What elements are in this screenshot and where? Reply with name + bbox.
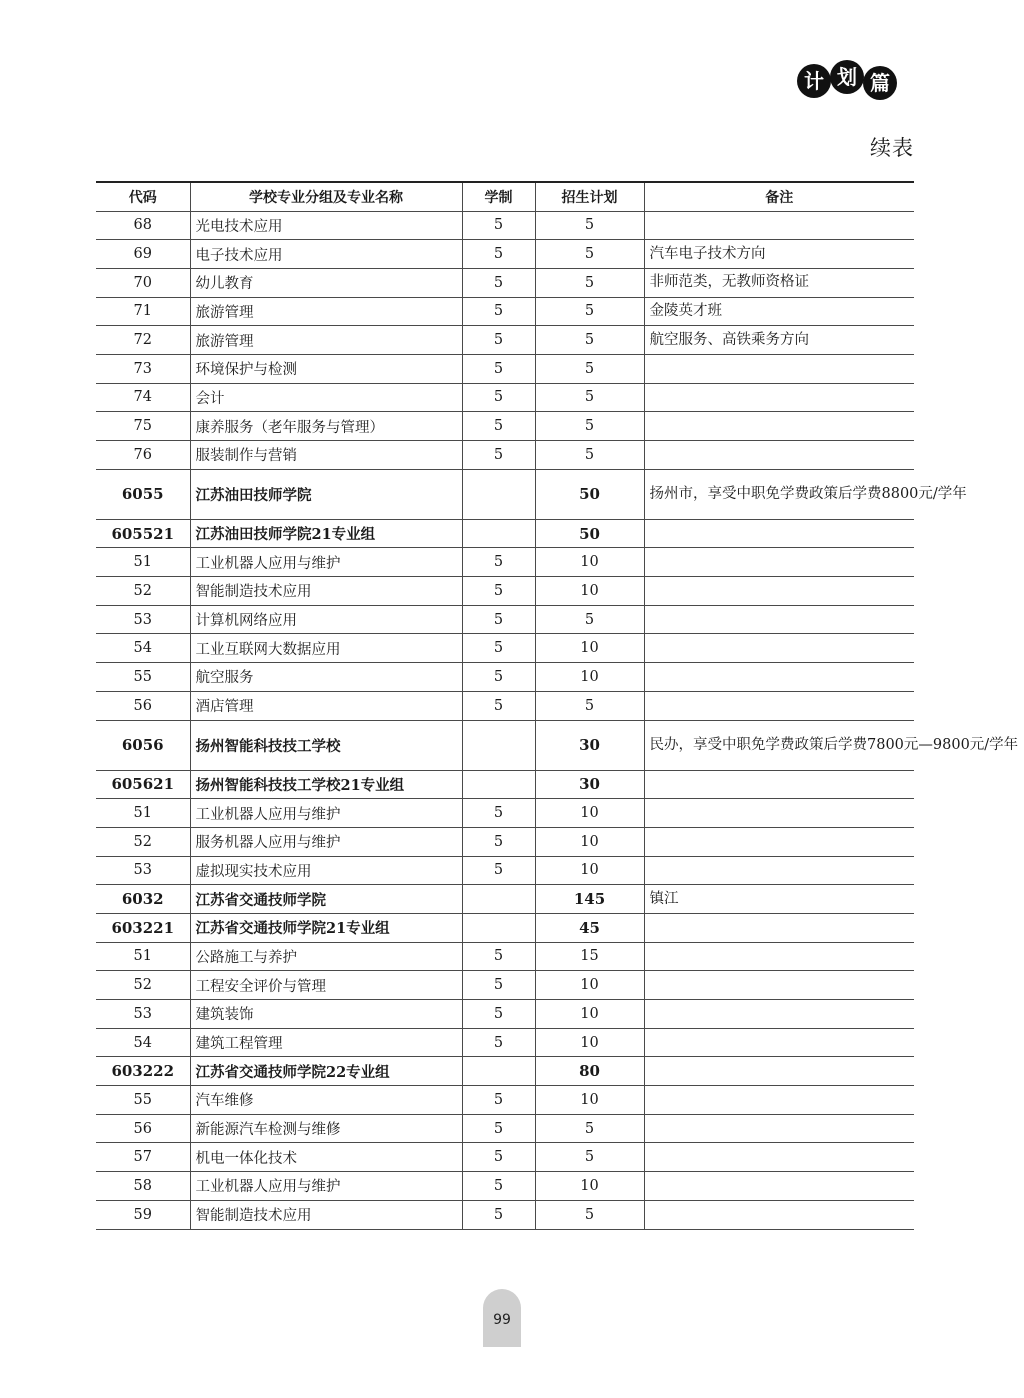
cell-years: 5	[462, 1200, 535, 1229]
cell-code: 51	[96, 548, 190, 577]
cell-note	[644, 634, 914, 663]
cell-note	[644, 577, 914, 606]
cell-plan: 30	[535, 720, 644, 770]
cell-note	[644, 548, 914, 577]
cell-name: 江苏省交通技师学院	[190, 885, 462, 914]
cell-name: 会计	[190, 383, 462, 412]
cell-note	[644, 1172, 914, 1201]
cell-plan: 5	[535, 1114, 644, 1143]
cell-note	[644, 1000, 914, 1029]
cell-years: 5	[462, 856, 535, 885]
cell-code: 605521	[96, 519, 190, 548]
cell-code: 75	[96, 412, 190, 441]
cell-note: 非师范类，无教师资格证	[644, 268, 914, 297]
cell-plan: 10	[535, 548, 644, 577]
cell-note: 镇江	[644, 885, 914, 914]
cell-name: 公路施工与养护	[190, 942, 462, 971]
cell-years: 5	[462, 799, 535, 828]
table-row	[96, 240, 914, 269]
cell-name: 工业互联网大数据应用	[190, 634, 462, 663]
cell-code: 70	[96, 268, 190, 297]
table-row	[96, 663, 914, 692]
cell-plan: 5	[535, 268, 644, 297]
table-row	[96, 942, 914, 971]
cell-years: 5	[462, 268, 535, 297]
table-header-row	[96, 182, 914, 211]
cell-note: 民办，享受中职免学费政策后学费7800元—9800元/学年	[644, 720, 914, 770]
cell-code: 69	[96, 240, 190, 269]
cell-plan: 10	[535, 1172, 644, 1201]
table-row	[96, 548, 914, 577]
cell-note	[644, 1114, 914, 1143]
column-header-plan: 招生计划	[535, 182, 644, 211]
cell-plan: 5	[535, 326, 644, 355]
page-number: 99	[483, 1289, 521, 1347]
cell-years: 5	[462, 1172, 535, 1201]
cell-code: 68	[96, 211, 190, 240]
cell-code: 71	[96, 297, 190, 326]
cell-name: 建筑装饰	[190, 1000, 462, 1029]
cell-years: 5	[462, 827, 535, 856]
cell-note	[644, 1143, 914, 1172]
cell-name: 电子技术应用	[190, 240, 462, 269]
table-row	[96, 1114, 914, 1143]
cell-name: 工业机器人应用与维护	[190, 1172, 462, 1201]
cell-note	[644, 971, 914, 1000]
table-row	[96, 827, 914, 856]
cell-code: 52	[96, 971, 190, 1000]
cell-note	[644, 663, 914, 692]
cell-code: 603221	[96, 913, 190, 942]
cell-name: 扬州智能科技技工学校	[190, 720, 462, 770]
cell-name: 服务机器人应用与维护	[190, 827, 462, 856]
cell-plan: 10	[535, 799, 644, 828]
cell-plan: 10	[535, 971, 644, 1000]
cell-code: 56	[96, 691, 190, 720]
logo-char: 划	[830, 60, 864, 94]
cell-code: 51	[96, 942, 190, 971]
cell-name: 航空服务	[190, 663, 462, 692]
cell-note: 扬州市，享受中职免学费政策后学费8800元/学年	[644, 469, 914, 519]
cell-code: 76	[96, 441, 190, 470]
cell-note: 汽车电子技术方向	[644, 240, 914, 269]
cell-name: 江苏省交通技师学院21专业组	[190, 913, 462, 942]
table-row	[96, 634, 914, 663]
cell-plan: 10	[535, 663, 644, 692]
cell-plan: 10	[535, 827, 644, 856]
cell-plan: 5	[535, 1200, 644, 1229]
cell-years: 5	[462, 1114, 535, 1143]
cell-code: 52	[96, 827, 190, 856]
cell-name: 工业机器人应用与维护	[190, 548, 462, 577]
cell-plan: 10	[535, 856, 644, 885]
cell-years: 5	[462, 354, 535, 383]
cell-plan: 45	[535, 913, 644, 942]
cell-years: 5	[462, 412, 535, 441]
cell-name: 江苏省交通技师学院22专业组	[190, 1057, 462, 1086]
cell-note	[644, 799, 914, 828]
cell-name: 环境保护与检测	[190, 354, 462, 383]
table-row	[96, 441, 914, 470]
column-header-name: 学校专业分组及专业名称	[190, 182, 462, 211]
cell-plan: 10	[535, 1000, 644, 1029]
cell-plan: 30	[535, 770, 644, 799]
section-logo	[797, 60, 899, 104]
cell-note	[644, 691, 914, 720]
cell-years: 5	[462, 548, 535, 577]
table-row	[96, 720, 914, 770]
cell-plan: 5	[535, 240, 644, 269]
continued-table-label: 续表	[870, 136, 914, 160]
table-row	[96, 770, 914, 799]
cell-code: 58	[96, 1172, 190, 1201]
cell-name: 江苏油田技师学院	[190, 469, 462, 519]
column-header-note: 备注	[644, 182, 914, 211]
table-row	[96, 799, 914, 828]
cell-name: 新能源汽车检测与维修	[190, 1114, 462, 1143]
cell-name: 旅游管理	[190, 297, 462, 326]
cell-plan: 80	[535, 1057, 644, 1086]
cell-note	[644, 605, 914, 634]
table-row	[96, 519, 914, 548]
cell-name: 旅游管理	[190, 326, 462, 355]
cell-note	[644, 519, 914, 548]
cell-note: 航空服务、高铁乘务方向	[644, 326, 914, 355]
cell-note	[644, 1200, 914, 1229]
cell-plan: 5	[535, 441, 644, 470]
cell-plan: 145	[535, 885, 644, 914]
cell-name: 江苏油田技师学院21专业组	[190, 519, 462, 548]
cell-years: 5	[462, 1086, 535, 1115]
table-row	[96, 412, 914, 441]
table-row	[96, 326, 914, 355]
cell-code: 57	[96, 1143, 190, 1172]
cell-years	[462, 1057, 535, 1086]
cell-years: 5	[462, 663, 535, 692]
table-row	[96, 913, 914, 942]
cell-code: 74	[96, 383, 190, 412]
table-row	[96, 469, 914, 519]
cell-name: 机电一体化技术	[190, 1143, 462, 1172]
cell-years: 5	[462, 240, 535, 269]
table-row	[96, 383, 914, 412]
table-row	[96, 1200, 914, 1229]
cell-years: 5	[462, 1143, 535, 1172]
cell-note	[644, 383, 914, 412]
cell-years	[462, 913, 535, 942]
cell-name: 康养服务（老年服务与管理）	[190, 412, 462, 441]
table-row	[96, 971, 914, 1000]
table-row	[96, 691, 914, 720]
cell-plan: 5	[535, 297, 644, 326]
cell-name: 智能制造技术应用	[190, 577, 462, 606]
cell-years	[462, 720, 535, 770]
cell-years: 5	[462, 691, 535, 720]
table-row	[96, 1143, 914, 1172]
cell-code: 59	[96, 1200, 190, 1229]
cell-years: 5	[462, 326, 535, 355]
cell-note	[644, 211, 914, 240]
cell-years	[462, 519, 535, 548]
logo-char: 计	[797, 64, 831, 98]
cell-note	[644, 856, 914, 885]
cell-plan: 50	[535, 469, 644, 519]
cell-plan: 10	[535, 1086, 644, 1115]
cell-code: 53	[96, 856, 190, 885]
cell-code: 55	[96, 663, 190, 692]
cell-note	[644, 770, 914, 799]
table-row	[96, 1086, 914, 1115]
cell-years	[462, 770, 535, 799]
cell-name: 酒店管理	[190, 691, 462, 720]
cell-years	[462, 885, 535, 914]
cell-name: 汽车维修	[190, 1086, 462, 1115]
table-body	[96, 211, 1019, 1229]
table-row	[96, 354, 914, 383]
cell-note	[644, 942, 914, 971]
cell-name: 计算机网络应用	[190, 605, 462, 634]
table-row	[96, 211, 914, 240]
cell-plan: 10	[535, 1028, 644, 1057]
cell-plan: 5	[535, 211, 644, 240]
table-row	[96, 1057, 914, 1086]
cell-note	[644, 1028, 914, 1057]
table-row	[96, 577, 914, 606]
table-row	[96, 856, 914, 885]
column-header-years: 学制	[462, 182, 535, 211]
cell-name: 光电技术应用	[190, 211, 462, 240]
column-header-code: 代码	[96, 182, 190, 211]
cell-code: 51	[96, 799, 190, 828]
cell-code: 55	[96, 1086, 190, 1115]
cell-note	[644, 827, 914, 856]
cell-plan: 15	[535, 942, 644, 971]
enrollment-plan-table	[96, 181, 1019, 1230]
cell-note	[644, 354, 914, 383]
table-row	[96, 605, 914, 634]
cell-name: 扬州智能科技技工学校21专业组	[190, 770, 462, 799]
cell-years: 5	[462, 971, 535, 1000]
cell-name: 幼儿教育	[190, 268, 462, 297]
cell-name: 建筑工程管理	[190, 1028, 462, 1057]
cell-plan: 5	[535, 691, 644, 720]
cell-code: 72	[96, 326, 190, 355]
cell-years: 5	[462, 441, 535, 470]
cell-plan: 5	[535, 1143, 644, 1172]
cell-name: 工业机器人应用与维护	[190, 799, 462, 828]
table-row	[96, 885, 914, 914]
cell-code: 6056	[96, 720, 190, 770]
cell-name: 服装制作与营销	[190, 441, 462, 470]
cell-years: 5	[462, 605, 535, 634]
cell-code: 54	[96, 634, 190, 663]
table-row	[96, 297, 914, 326]
cell-code: 73	[96, 354, 190, 383]
cell-note: 金陵英才班	[644, 297, 914, 326]
cell-plan: 5	[535, 412, 644, 441]
cell-name: 智能制造技术应用	[190, 1200, 462, 1229]
cell-note	[644, 1057, 914, 1086]
cell-years: 5	[462, 634, 535, 663]
cell-years	[462, 469, 535, 519]
cell-note	[644, 441, 914, 470]
cell-note	[644, 913, 914, 942]
cell-code: 6055	[96, 469, 190, 519]
cell-note	[644, 1086, 914, 1115]
cell-years: 5	[462, 1000, 535, 1029]
cell-code: 56	[96, 1114, 190, 1143]
cell-code: 6032	[96, 885, 190, 914]
table-row	[96, 1028, 914, 1057]
cell-years: 5	[462, 577, 535, 606]
cell-code: 53	[96, 605, 190, 634]
cell-plan: 50	[535, 519, 644, 548]
cell-years: 5	[462, 211, 535, 240]
cell-code: 54	[96, 1028, 190, 1057]
cell-code: 52	[96, 577, 190, 606]
cell-plan: 5	[535, 605, 644, 634]
cell-code: 603222	[96, 1057, 190, 1086]
cell-name: 工程安全评价与管理	[190, 971, 462, 1000]
cell-name: 虚拟现实技术应用	[190, 856, 462, 885]
table-row	[96, 1000, 914, 1029]
table-row	[96, 1172, 914, 1201]
cell-code: 605621	[96, 770, 190, 799]
cell-plan: 10	[535, 577, 644, 606]
cell-plan: 5	[535, 354, 644, 383]
logo-char: 篇	[863, 66, 897, 100]
cell-years: 5	[462, 297, 535, 326]
cell-years: 5	[462, 1028, 535, 1057]
cell-plan: 5	[535, 383, 644, 412]
cell-code: 53	[96, 1000, 190, 1029]
cell-years: 5	[462, 942, 535, 971]
cell-years: 5	[462, 383, 535, 412]
cell-note	[644, 412, 914, 441]
cell-plan: 10	[535, 634, 644, 663]
table-row	[96, 268, 914, 297]
